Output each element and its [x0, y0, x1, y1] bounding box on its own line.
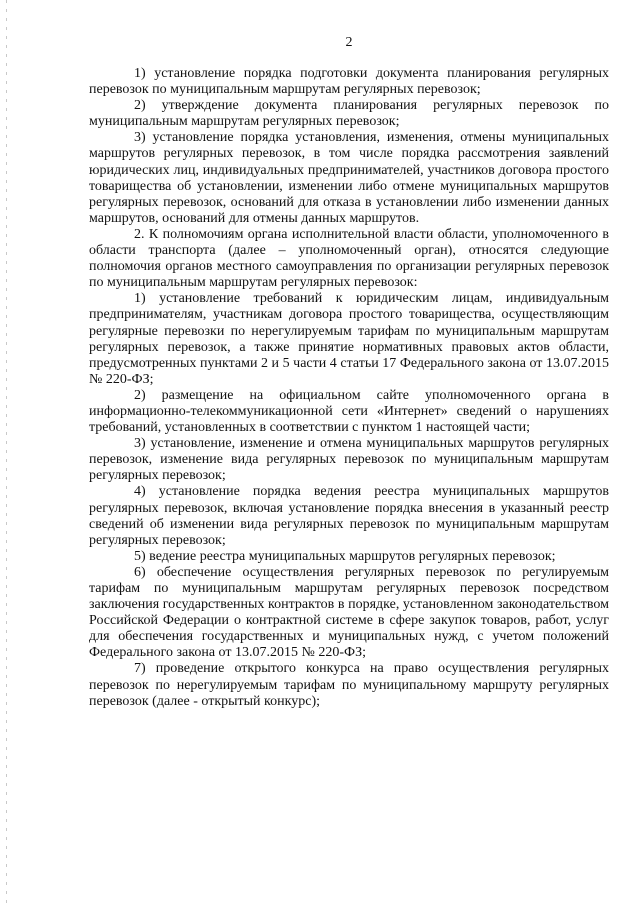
paragraph-1-item-3: 3) установление порядка установления, изменения, отмены муниципальных маршрутов регулярных перевозок, в том числе порядка рассмотрения заявлений юридических лиц, индивидуальных предпринимателей, участников договора простого товарищества об установлении, изменении либо отмене муниципальных маршрутов регулярных перевозок, оснований для отказа в установлении либо изменении данных маршрутов, оснований для отмены данных маршрутов.: [89, 130, 609, 226]
paragraph-1-item-2: 2) утверждение документа планирования регулярных перевозок по муниципальным маршрутам регулярных перевозок;: [89, 98, 609, 130]
paragraph-1-item-1: 1) установление порядка подготовки документа планирования регулярных перевозок по муниципальным маршрутам регулярных перевозок;: [89, 66, 609, 98]
paragraph-2-item-6: 6) обеспечение осуществления регулярных перевозок по регулируемым тарифам по муниципальным маршрутам регулярных перевозок посредством заключения государственных контрактов в порядке, установленном законодательством Российской Федерации о контрактной системе в сфере закупок товаров, работ, услуг для обеспечения государственных и муниципальных нужд, с учетом положений Федерального закона от 13.07.2015 № 220-ФЗ;: [89, 564, 609, 661]
paragraph-2-item-5: 5) ведение реестра муниципальных маршрутов регулярных перевозок;: [134, 548, 556, 564]
paragraph-2-item-1: 1) установление требований к юридическим лицам, индивидуальным предпринимателям, участникам договора простого товарищества, осуществляющим регулярные перевозки по нерегулируемым тарифам по муниципальным маршрутам регулярных перевозок, а также принятие нормативных правовых актов области, предусмотренных пунктами 2 и 5 части 4 статьи 17 Федерального закона от 13.07.2015 № 220-ФЗ;: [89, 291, 609, 387]
paragraph-2-item-2: 2) размещение на официальном сайте уполномоченного органа в информационно-телекоммуникационной сети «Интернет» сведений о нарушениях требований, установленных в соответствии с пунктом 1 настоящей части;: [89, 387, 609, 436]
scan-edge: [6, 0, 7, 905]
page-number: 2: [345, 35, 353, 50]
paragraph-2-item-7: 7) проведение открытого конкурса на право осуществления регулярных перевозок по нерегулируемым тарифам по муниципальному маршруту регулярных перевозок (далее - открытый конкурс);: [89, 661, 609, 709]
document-body: [89, 66, 609, 710]
paragraph-2-item-4: 4) установление порядка ведения реестра муниципальных маршрутов регулярных перевозок, включая установление порядка внесения в указанный реестр сведений об изменении вида регулярных перевозок по муниципальным маршрутам регулярных перевозок;: [89, 484, 609, 548]
paragraph-2-item-3: 3) установление, изменение и отмена муниципальных маршрутов регулярных перевозок, изменение вида регулярных перевозок по муниципальным маршрутам регулярных перевозок;: [89, 436, 609, 484]
paragraph-2-intro: 2. К полномочиям органа исполнительной власти области, уполномоченного в области транспорта (далее – уполномоченный орган), относятся следующие полномочия органов местного самоуправления по организации регулярных перевозок по муниципальным маршрутам регулярных перевозок:: [89, 226, 609, 291]
